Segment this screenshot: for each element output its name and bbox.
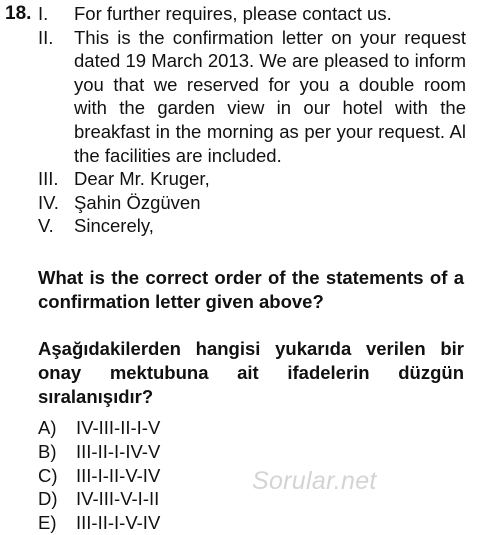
statement-item (38, 191, 466, 215)
statement-text: For further requires, please contact us. (74, 3, 392, 24)
statement-numeral: III. (38, 168, 59, 190)
statement-list (38, 2, 466, 238)
statement-item (38, 2, 466, 26)
answer-choice-d[interactable] (38, 487, 160, 511)
statement-numeral: V. (38, 215, 54, 237)
statement-numeral: IV. (38, 191, 59, 213)
question-prompt-turkish: Aşağıdakilerden hangisi yukarıda verilen bir onay mektubuna ait ifadelerin düzgün sıralanışıdır? (38, 338, 464, 407)
choice-text: IV-III-V-I-II (76, 488, 160, 510)
statement-item (38, 214, 466, 238)
statement-text: Sincerely, (74, 215, 154, 237)
question-number: 18. (5, 3, 32, 24)
statement-item (38, 167, 466, 191)
choice-letter: A) (38, 417, 57, 438)
answer-choices (38, 416, 160, 535)
statement-text: This is the confirmation letter on your request dated 19 March 2013. We are pleased to inform you that we reserved for you a double room with the garden view in our hotel with the breakfast in the morning as per your request. Al the facilities are included. (74, 26, 466, 166)
choice-text: III-II-I-IV-V (76, 440, 161, 462)
statement-numeral: I. (38, 3, 49, 24)
choice-letter: C) (38, 464, 58, 486)
choice-text: IV-III-II-I-V (76, 417, 161, 438)
answer-choice-e[interactable] (38, 511, 160, 535)
question-prompt-english: What is the correct order of the statements of a confirmation letter given above? (38, 267, 464, 312)
choice-letter: E) (38, 512, 57, 534)
answer-choice-b[interactable] (38, 440, 160, 464)
statement-text: Şahin Özgüven (74, 191, 201, 213)
site-watermark: Sorular.net (252, 467, 377, 495)
choice-text: III-II-I-V-IV (76, 512, 161, 534)
choice-text: III-I-II-V-IV (76, 464, 161, 486)
answer-choice-c[interactable] (38, 464, 160, 488)
choice-letter: D) (38, 488, 58, 510)
answer-choice-a[interactable] (38, 416, 160, 440)
statement-text: Dear Mr. Kruger, (74, 168, 210, 190)
statement-numeral: II. (38, 26, 54, 48)
statement-item (38, 26, 466, 168)
choice-letter: B) (38, 440, 57, 462)
